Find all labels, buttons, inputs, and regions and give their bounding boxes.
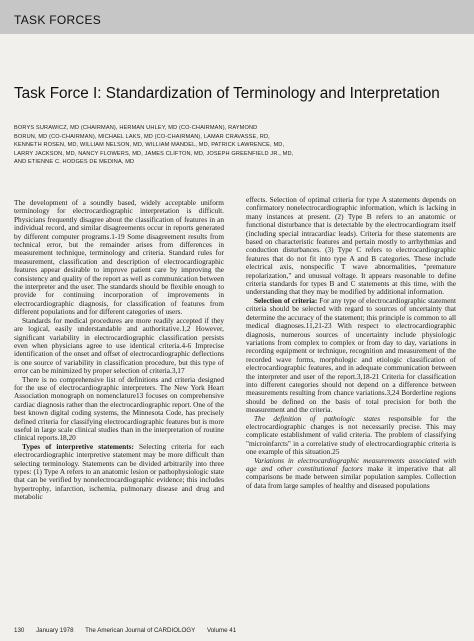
paragraph: Standards for medical procedures are more readily accepted if they are logical, easily understandable and authoritative.1,2 However, significant variability in electrocardiographic classification persists even when physicians agree to use identical criteria.4-6 Imprecise identification of the onset and offset of electrocardiographic deflections is one source of variability in classification procedure, but this type of error can be minimized by proper selection of criteria.3,17 [14, 315, 224, 376]
paragraph-lead: Types of interpretive statements: [22, 441, 134, 451]
paragraph: effects. Selection of optimal criteria for type A statements depends on confirmatory nonelectrocardiographic information, which is lacking in many instances at present. (2) Type B refers to an anatomic or functional disturbance that is detectable by the electrocardiogram itself (including special intracardiac leads). Criteria for these statements are based on characteristic features and pertain mostly to arrhythmias and conduction disturbances. (3) Type C refers to electrocardiographic features that do not fit into type A and B categories. These include electrical axis, nonspecific T wave abnormalities, "premature repolarization," and unusual voltage. It appears reasonable to define criteria standards for types B and C statements at this time, with the understanding that they may be modified by additional information. [246, 195, 456, 297]
issue-date: January 1978 [36, 627, 74, 634]
paragraph-body: Selecting criteria for each electrocardiographic interpretive statement may be more difficult than selecting terminology. Statements can be divided arbitrarily into three types: (1) Type A refers to an anatomic lesion or pathophysiologic state that can be verified by nonelectrocardiographic evidence; this includes hypertrophy, infarction, ischemia, pulmonary disease and drug and metabolic [14, 441, 224, 502]
volume-number: Volume 41 [206, 627, 237, 634]
author-list [14, 124, 454, 167]
paragraph-body: For any type of electrocardiographic statement criteria should be selected with regard to sources of uncertainty that determine the accuracy of the statement; this principle is common to all medical diagnoses.11,21-23 With respect to electrocardiographic diagnosis, numerous sources of uncertainty include physiologic variations from complex to complex or from day to day, variations in recording equipment or technique, recognition and measurement of the recorded wave forms, morphologic and etiologic classification of electrocardiographic features, and in adequate communication between the interpreter and user of the report.3,18-21 Criteria for classification into different categories should not depend on a difference between measurements resulting from chance variations.3,24 Borderline regions should be defined on the basis of total precision for both the measurement and the criteria. [246, 295, 456, 415]
paragraph-lead: The definition of pathologic states [254, 413, 381, 423]
left-column [14, 199, 224, 502]
paragraph: The development of a soundly based, widely acceptable uniform terminology for electrocardiographic interpretation is difficult. Physicians frequently disagree about the classification of features in an individual record, and similar disagreements occur in reports generated by different computer programs.1-19 Some disagreement results from technical error, but the remainder arises from differences in measurement technique, terminology and criteria. Standard rules for measurement, classification and description of electrocardiographic features appear desirable to improve patient care by improving the consistency and quality of the report as well as communication between the interpreter and the user. The standards should be flexible enough to provide for continuing incorporation of improvements in electrocardiographic diagnosis, for classification of features from different populations and for different categories of users. [14, 198, 224, 317]
paragraph [246, 457, 456, 491]
right-column [246, 196, 456, 490]
paragraph: There is no comprehensive list of definitions and criteria designed for the use of electrocardiographic interpreters. The New York Heart Association monograph on nomenclature13 focuses on comprehensive cardiac diagnosis rather than the electrocardiographic report. One of the best known digital coding systems, the Minnesota Code, has precisely defined criteria for classifying electrocardiographic features but is more useful in large scale clinical studies than in the interpretation of routine clinical reports.18,20 [14, 374, 224, 443]
article-title: Task Force I: Standardization of Terminology and Interpretation [14, 85, 440, 102]
section-label: TASK FORCES [14, 13, 102, 27]
paragraph-body: make it imperative that all comparisons be made between similar population samples. Collection of data from large samples of healthy and diseased populations [246, 464, 456, 490]
page-footer [14, 627, 246, 634]
author-line: KENNETH ROSEN, MD, WILLIAM NELSON, MD, WILLIAM MANDEL, MD, PATRICK LAWRENCE, MD, [14, 142, 285, 149]
author-line: BORUN, MD (CO-CHAIRMAN), MICHAEL LAKS, MD (CO-CHAIRMAN), LAMAR CRAVASSE, RD, [14, 133, 270, 140]
journal-name: The American Journal of CARDIOLOGY [85, 627, 196, 634]
page-number: 130 [14, 627, 25, 634]
author-line: BORYS SURAWICZ, MD (CHAIRMAN), HERMAN UHLEY, MD (CO-CHAIRMAN), RAYMOND [14, 125, 258, 131]
paragraph-lead: Variations in electrocardiographic measurements associated with age and other constitutional factors [246, 455, 456, 473]
paragraph [246, 415, 456, 457]
author-line: LARRY JACKSON, MD, NANCY FLOWERS, MD, JAMES CLIFTON, MD, JOSEPH GREENFIELD JR., MD, [14, 150, 294, 157]
paragraph [246, 297, 456, 415]
paragraph-body: responsible for the electrocardiographic changes is not necessarily precise. This may complicate establishment of valid criteria. The problem of classifying "microinfarcts" in a correlative study of electrocardiographic criteria is one example of this situation.25 [246, 413, 456, 457]
paragraph [14, 443, 224, 502]
paragraph-lead: Selection of criteria: [254, 295, 318, 305]
author-line: AND ETIENNE C. HODGES DE MEDINA, MD [14, 159, 135, 166]
